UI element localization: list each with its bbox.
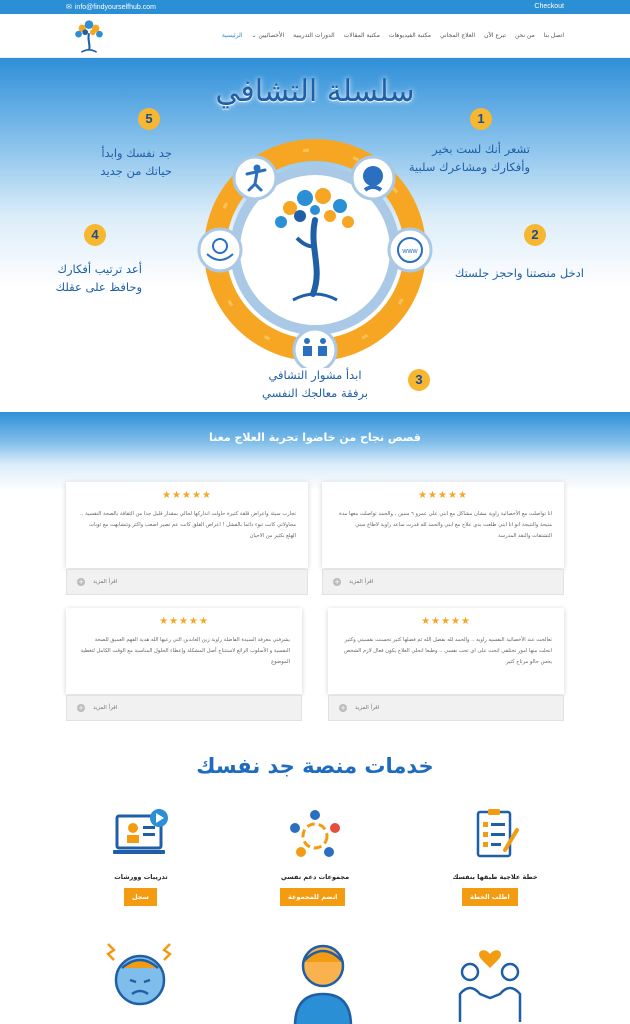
- step-number-2: 2: [524, 224, 546, 246]
- logo-tree-icon[interactable]: [70, 18, 108, 56]
- email-text: info@findyourselfhub.com: [74, 3, 156, 11]
- plus-icon: +: [78, 704, 84, 712]
- nav-item-specialists[interactable]: الأخصائيين ⌄: [251, 32, 285, 39]
- testimonial-card: [322, 482, 564, 568]
- nav-item-about[interactable]: من نحن: [514, 32, 535, 39]
- read-more-toggle[interactable]: [66, 695, 302, 721]
- testimonials-title: قصص نجاح من خاضوا تجربة العلاج معنا: [209, 431, 421, 444]
- step-text-4: أعد ترتيب أفكارك وحافظ على عقلك: [55, 262, 142, 294]
- person-orange-icon: [283, 936, 363, 1024]
- stressed-head-icon: [100, 934, 180, 1024]
- healing-cycle-diagram: [185, 128, 445, 368]
- brain-hands-icon: [199, 229, 241, 271]
- step-text-2: ادخل منصتنا واحجز جلستك: [454, 266, 584, 280]
- plus-icon: +: [340, 704, 346, 712]
- read-more-label: اقرأ المزيد: [355, 705, 380, 711]
- testimonial-text: يشرفني معرفة السيدة الفاضلة راوية زين العابدين التي رعيها الله هدية الفهم العميق للصحة النفسية و الأسلوب الرائع لاستنتاج أصل المشكلة وإعطاء الحلول المناسبة مع الوقت الكامل لتغطية الموضوع: [80, 637, 290, 665]
- services-title: خدمات منصة جد نفسك: [196, 754, 434, 778]
- site-header: [0, 14, 630, 58]
- svg-text:www: www: [402, 248, 418, 255]
- testimonial-card: [66, 608, 302, 694]
- service-name: مجموعات دعم نفسي: [280, 873, 350, 881]
- checklist-icon: [465, 806, 525, 866]
- rating-stars: ★★★★★: [418, 490, 468, 501]
- person-jump-icon: [234, 157, 276, 199]
- read-more-label: اقرأ المزيد: [93, 579, 118, 585]
- testimonial-card: [328, 608, 564, 694]
- plus-icon: +: [334, 578, 340, 586]
- testimonial-text: تجارب سيئة واعراض قلقة كثيرة حاولت انداركها لحالي بمقدار قليل جدا من الثقافة بالصحة النفسية .. مجاولاتي كانت تبوء دائما بالفشل ! اعراض القلق كانت عم تصير اصعب واكثر وتتشابهت مع ثوبات الهلع بكثير من الاحيان: [80, 511, 296, 539]
- nav-item-free-therapy[interactable]: العلاج المجاني: [440, 32, 476, 39]
- nav-item-videos[interactable]: مكتبة الفيديوهات: [388, 32, 431, 39]
- testimonial-card: [66, 482, 308, 568]
- register-button[interactable]: سجل: [124, 888, 157, 906]
- service-name: خطة علاجية طبقها بنفسك: [452, 873, 538, 881]
- rating-stars: ★★★★★: [162, 490, 212, 501]
- head-icon: [352, 157, 394, 199]
- step-number-3: 3: [408, 369, 430, 391]
- rating-stars: ★★★★★: [159, 616, 209, 627]
- email-link[interactable]: [66, 3, 156, 11]
- step-number-1: 1: [470, 108, 492, 130]
- nav-item-articles[interactable]: مكتبة المقالات: [343, 32, 380, 39]
- nav-item-contact[interactable]: اتصل بنا: [543, 32, 564, 39]
- step-text-1: تشعر أنك لست بخير وأفكارك ومشاعرك سلبية: [408, 142, 530, 174]
- read-more-toggle[interactable]: [322, 569, 564, 595]
- top-bar: [0, 0, 630, 14]
- envelope-icon: ✉: [66, 4, 72, 11]
- request-plan-button[interactable]: اطلب الخطة: [462, 888, 518, 906]
- checkout-link[interactable]: Checkout: [534, 3, 564, 10]
- step-text-3: ابدأ مشوار التشافي برفقة معالجك النفسي: [262, 368, 368, 400]
- main-nav: [222, 32, 564, 39]
- testimonial-text: انا تواصلت مع الأخصائية راوية مشان مشاكل مع ابني علي عمرو ٦ سنين ، والحمد تواصلت معها مدة متيحة والنتيجة انو انا ابني طلعت بدي علاج مع ابني والحمد لله قدرت ساعد راوية لاطاع ستي التشتقات والنقد المدرسة: [339, 511, 552, 539]
- step-text-5: جد نفسك وابدأ حياتك من جديد: [100, 146, 172, 178]
- couple-heart-icon: [450, 938, 530, 1024]
- read-more-label: اقرأ المزيد: [93, 705, 118, 711]
- read-more-toggle[interactable]: [328, 695, 564, 721]
- rating-stars: ★★★★★: [421, 616, 471, 627]
- therapy-session-icon: [294, 329, 336, 368]
- healing-chain-hero: [0, 58, 630, 412]
- plus-icon: +: [78, 578, 84, 586]
- step-number-5: 5: [138, 108, 160, 130]
- read-more-toggle[interactable]: [66, 569, 308, 595]
- testimonials-section: [0, 412, 630, 742]
- www-globe-icon: [389, 229, 431, 271]
- join-group-button[interactable]: انضم للمجموعة: [280, 888, 345, 906]
- service-name: تدريبات وورشات: [114, 873, 168, 881]
- support-group-icon: [285, 806, 345, 866]
- nav-item-courses[interactable]: الدورات التدريبية: [293, 32, 335, 39]
- read-more-label: اقرأ المزيد: [349, 579, 374, 585]
- nav-item-home[interactable]: الرئيسية: [221, 32, 243, 39]
- step-number-4: 4: [84, 224, 106, 246]
- nav-item-donate[interactable]: تبرع الآن: [484, 32, 506, 39]
- hero-title: سلسلة التشافي: [215, 74, 415, 109]
- video-training-icon: [111, 806, 171, 866]
- testimonial-text: تعالجت عند الأخصائية النفسيه راويه .. والحمد لله بفضل الله ثم فضلها كثير تحسنت نفسيتي وكثير انحلت منها امور تختلفي اتحت على اي تحب نفسي .. وطبعا انحلي العلاج يكون فعال لازم الشخص يحس حالو مرتاح كثير: [343, 637, 552, 665]
